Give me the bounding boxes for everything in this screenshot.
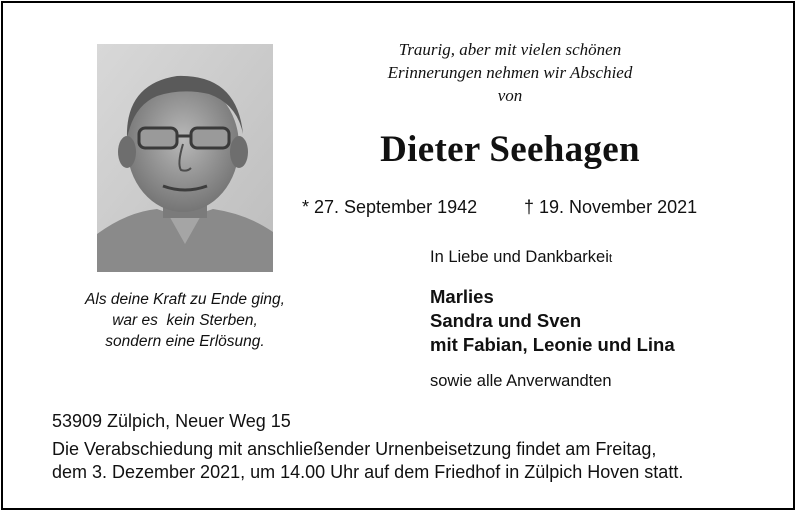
intro-line-2: Erinnerungen nehmen wir Abschied [387,63,633,82]
portrait-photo [97,44,273,272]
mourner-name: Sandra und Sven [430,310,582,331]
quote-line-1: Als deine Kraft zu Ende ging, [85,291,285,308]
relatives-line: sowie alle Anverwandten [430,372,612,390]
memorial-quote [40,289,330,352]
birth-date: * 27. September 1942 [302,197,478,217]
intro-line-3: von [497,86,523,105]
mourner-name: mit Fabian, Leonie und Lina [430,334,675,355]
funeral-notice-line-1: Die Verabschiedung mit anschließender Urnenbeisetzung findet am Freitag, [52,439,657,459]
funeral-notice-line-2: dem 3. Dezember 2021, um 14.00 Uhr auf dem Friedhof in Zülpich Hoven statt. [52,462,684,482]
funeral-notice [52,438,683,484]
intro-line-1: Traurig, aber mit vielen schönen [398,40,622,59]
quote-line-2: war es kein Sterben, [112,312,258,329]
intro-text [330,38,690,107]
deceased-name: Dieter Seehagen [380,129,640,170]
death-date: † 19. November 2021 [524,197,698,217]
mourner-name: Marlies [430,286,494,307]
mourners-intro-tail: t [608,251,613,265]
mourners-intro-main: In Liebe und Dankbarkei [430,248,609,266]
mourners-intro [430,248,612,267]
quote-line-3: sondern eine Erlösung. [105,333,265,350]
mourner-names [430,285,675,357]
address: 53909 Zülpich, Neuer Weg 15 [52,411,291,431]
